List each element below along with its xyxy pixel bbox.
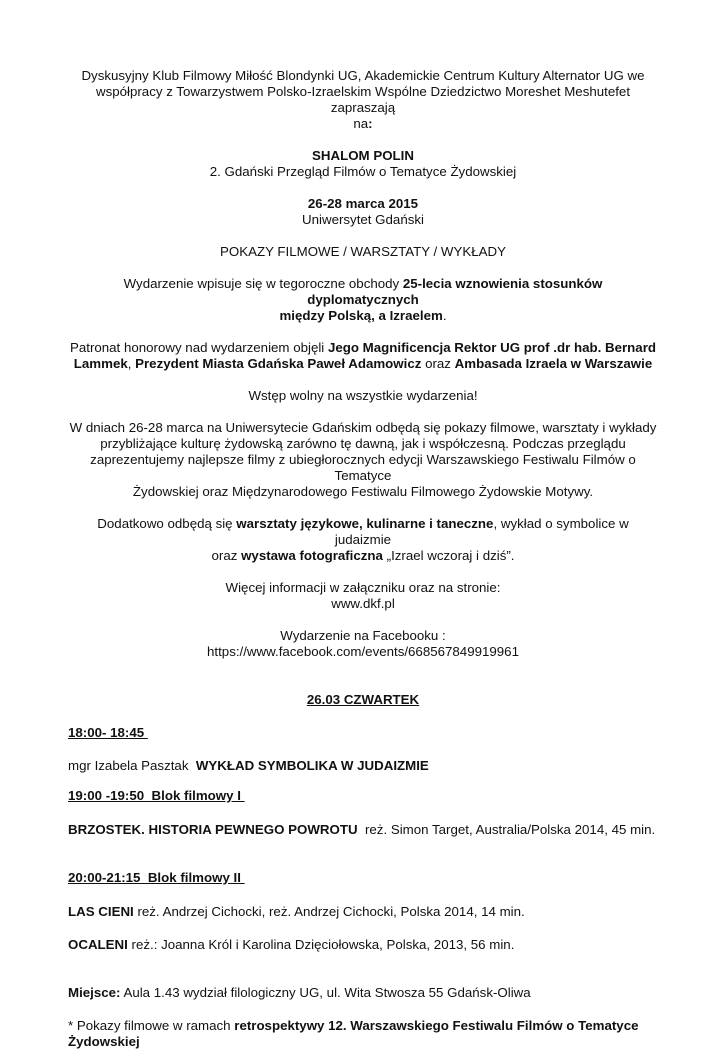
extras-line-2 [68, 548, 658, 564]
facebook-link[interactable]: https://www.facebook.com/events/668567849919961 [207, 644, 519, 659]
description-line-2: przybliżające kulturę żydowską zarówno tę dawną, jak i współczesną. Podczas przeglądu [100, 436, 626, 451]
intro-colon: : [368, 116, 373, 131]
footnote-line-2: Żydowskiej [68, 1034, 140, 1049]
film-3 [68, 937, 658, 953]
extras-post: „Izrael wczoraj i dziś”. [382, 548, 515, 563]
film-2-meta: reż. Andrzej Cichocki, reż. Andrzej Cichocki, Polska 2014, 14 min. [133, 904, 525, 919]
place-value: Aula 1.43 wydział filologiczny UG, ul. Wita Stwosza 55 Gdańsk-Oliwa [120, 985, 531, 1000]
moreinfo-line: Więcej informacji w załączniku oraz na stronie: [225, 580, 501, 595]
slot-1-time: 18:00- 18:45 [68, 725, 148, 740]
anniversary-pre: Wydarzenie wpisuje się w tegoroczne obchody [123, 276, 403, 291]
place-label: Miejsce: [68, 985, 121, 1000]
document-page [68, 68, 658, 1050]
description-line-1: W dniach 26-28 marca na Uniwersytecie Gdańskim odbędą się pokazy filmowe, warsztaty i wykłady [69, 420, 657, 435]
film-2-title: LAS CIENI [68, 904, 134, 919]
anniversary-line-2 [68, 308, 658, 324]
anniversary-bold-2: między Polską, a Izraelem [279, 308, 443, 323]
lecture-speaker: mgr Izabela Pasztak [68, 758, 196, 773]
footnote-line-1 [68, 1018, 658, 1034]
lecture-line [68, 758, 658, 774]
extras-pre: Dodatkowo odbędą się [97, 516, 237, 531]
place-line [68, 985, 658, 1001]
footnote-pre: * Pokazy filmowe w ramach [68, 1018, 235, 1033]
film-1-meta: reż. Simon Target, Australia/Polska 2014, 45 min. [357, 822, 656, 837]
anniversary-bold-1: 25-lecia wznowienia stosunków dyplomatycznych [307, 276, 603, 307]
film-2 [68, 904, 658, 920]
slot-2-time: 19:00 -19:50 Blok filmowy I [68, 788, 245, 803]
day-heading: 26.03 CZWARTEK [306, 692, 420, 707]
intro-na: na [353, 116, 369, 131]
film-1 [68, 822, 658, 838]
extras-workshops: warsztaty językowe, kulinarne i taneczne [236, 516, 494, 531]
lecture-title: WYKŁAD SYMBOLIKA W JUDAIZMIE [195, 758, 429, 773]
website-link[interactable]: www.dkf.pl [331, 596, 395, 611]
patronage-pre: Patronat honorowy nad wydarzeniem objęli [69, 340, 328, 355]
description-line-3: zaprezentujemy najlepsze filmy z ubiegłorocznych edycji Warszawskiego Festiwalu Filmów o Tematyce [90, 452, 636, 483]
film-1-title: BRZOSTEK. HISTORIA PEWNEGO POWROTU [68, 822, 358, 837]
intro-line-1: Dyskusyjny Klub Filmowy Miłość Blondynki UG, Akademickie Centrum Kultury Alternator UG we [81, 68, 645, 83]
extras-mid: , wykład o symbolice w judaizmie [334, 516, 629, 547]
festival-types: POKAZY FILMOWE / WARSZTATY / WYKŁADY [220, 244, 506, 259]
festival-subtitle: 2. Gdański Przegląd Filmów o Tematyce Żydowskiej [209, 164, 517, 179]
patronage-sep-2: oraz [421, 356, 455, 371]
extras-line-1 [68, 516, 658, 548]
festival-dates: 26-28 marca 2015 [307, 196, 419, 211]
extras-exhibition: wystawa fotograficzna [241, 548, 383, 563]
film-3-title: OCALENI [68, 937, 128, 952]
patronage-line-2 [68, 356, 658, 372]
intro [68, 68, 658, 132]
patronage-rector-cont: Lammek [73, 356, 128, 371]
patronage-president: Prezydent Miasta Gdańska Paweł Adamowicz [135, 356, 422, 371]
footnote-bold-1: retrospektywy 12. Warszawskiego Festiwalu Filmów o Tematyce [234, 1018, 639, 1033]
anniversary-line-1 [68, 276, 658, 308]
anniversary-post: . [442, 308, 447, 323]
patronage-rector: Jego Magnificencja Rektor UG prof .dr hab. Bernard [327, 340, 656, 355]
patronage-sep-1: , [127, 356, 136, 371]
facebook-label: Wydarzenie na Facebooku : [280, 628, 446, 643]
patronage-line-1 [68, 340, 658, 356]
extras-line2-pre: oraz [211, 548, 242, 563]
slot-3-time: 20:00-21:15 Blok filmowy II [68, 870, 245, 885]
intro-line-2: współpracy z Towarzystwem Polsko-Izraelskim Wspólne Dziedzictwo Moreshet Meshutefet zapraszają [95, 84, 631, 115]
entry-note: Wstęp wolny na wszystkie wydarzenia! [248, 388, 478, 403]
patronage-embassy: Ambasada Izraela w Warszawie [454, 356, 653, 371]
festival-title: SHALOM POLIN [312, 148, 414, 163]
festival-venue: Uniwersytet Gdański [302, 212, 424, 227]
intro-line-3 [68, 116, 658, 132]
description-line-4: Żydowskiej oraz Międzynarodowego Festiwalu Filmowego Żydowskie Motywy. [132, 484, 594, 499]
film-3-meta: reż.: Joanna Król i Karolina Dzięciołowska, Polska, 2013, 56 min. [127, 937, 515, 952]
